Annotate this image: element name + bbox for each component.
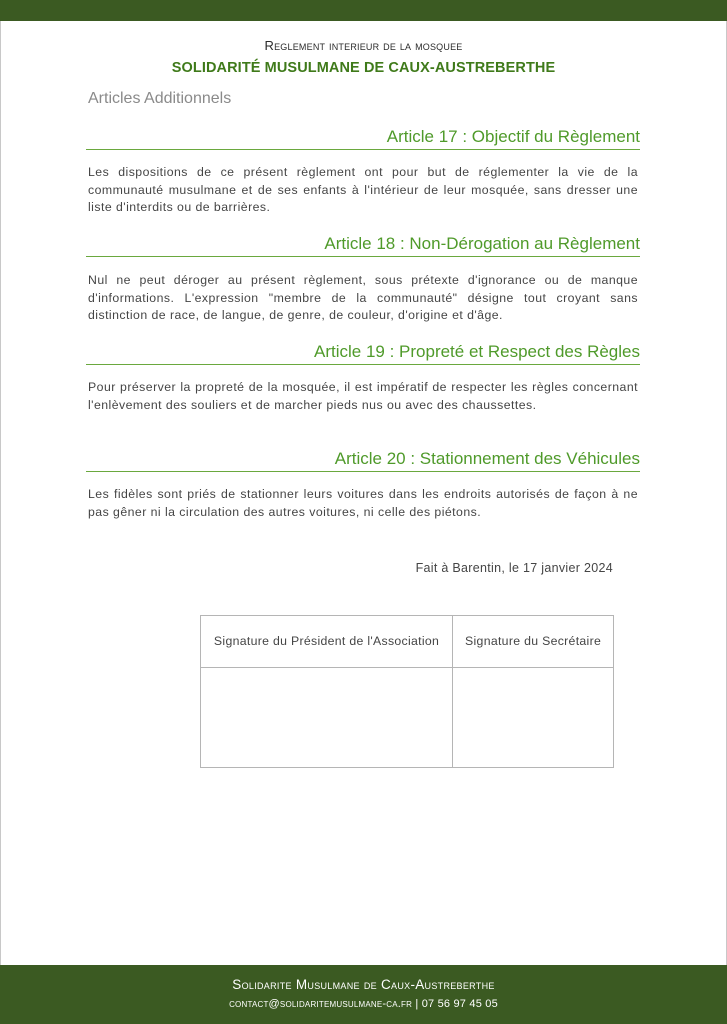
article-18-body: Nul ne peut déroger au présent règlement, sous prétexte d'ignorance ou de manque d'informations. L'expression "membre de la communauté" désigne tout croyant sans distinction de race, de langue, de genre, de couleur, d'origine et d'âge. [88, 273, 638, 322]
secretary-signature-label: Signature du Secrétaire [453, 616, 614, 668]
article-20-body: Les fidèles sont priés de stationner leurs voitures dans les endroits autorisés de façon à ne pas gêner ni la circulation des autres voitures, ni celle des piétons. [88, 487, 638, 519]
secretary-signature-box [453, 668, 614, 768]
article-17-heading: Article 17 : Objectif du Règlement [86, 127, 640, 150]
signature-box-row [201, 668, 614, 768]
footer-separator: | [415, 998, 419, 1010]
footer-phone: 07 56 97 45 05 [421, 998, 498, 1010]
document-title: Reglement interieur de la mosquee [264, 38, 463, 53]
article-17-body: Les dispositions de ce présent règlement ont pour but de réglementer la vie de la communauté musulmane et de ses enfants à l'intérieur de leur mosquée, sans dresser une liste d'interdits ou de barrières. [88, 165, 638, 214]
footer-band [0, 965, 727, 1024]
signature-header-row [201, 616, 614, 668]
top-band [0, 0, 727, 21]
section-label: Articles Additionnels [88, 90, 232, 107]
organization-name: SOLIDARITÉ MUSULMANE DE CAUX-AUSTREBERTHE [171, 60, 556, 76]
article-20-heading: Article 20 : Stationnement des Véhicules [86, 449, 640, 472]
signature-table [200, 615, 614, 768]
article-19-heading: Article 19 : Propreté et Respect des Règles [86, 342, 640, 365]
footer-email-link[interactable]: contact@solidaritemusulmane-ca.fr [229, 998, 413, 1010]
footer-contact [0, 998, 727, 1010]
article-19-body: Pour préserver la propreté de la mosquée, il est impératif de respecter les règles concernant l'enlèvement des souliers et de marcher pieds nus ou avec des chaussettes. [88, 380, 638, 412]
footer-organization-name: Solidarite Musulmane de Caux-Austreberthe [232, 977, 495, 992]
signoff-line: Fait à Barentin, le 17 janvier 2024 [415, 561, 613, 575]
president-signature-label: Signature du Président de l'Association [201, 616, 453, 668]
president-signature-box [201, 668, 453, 768]
article-18-heading: Article 18 : Non-Dérogation au Règlement [86, 234, 640, 257]
